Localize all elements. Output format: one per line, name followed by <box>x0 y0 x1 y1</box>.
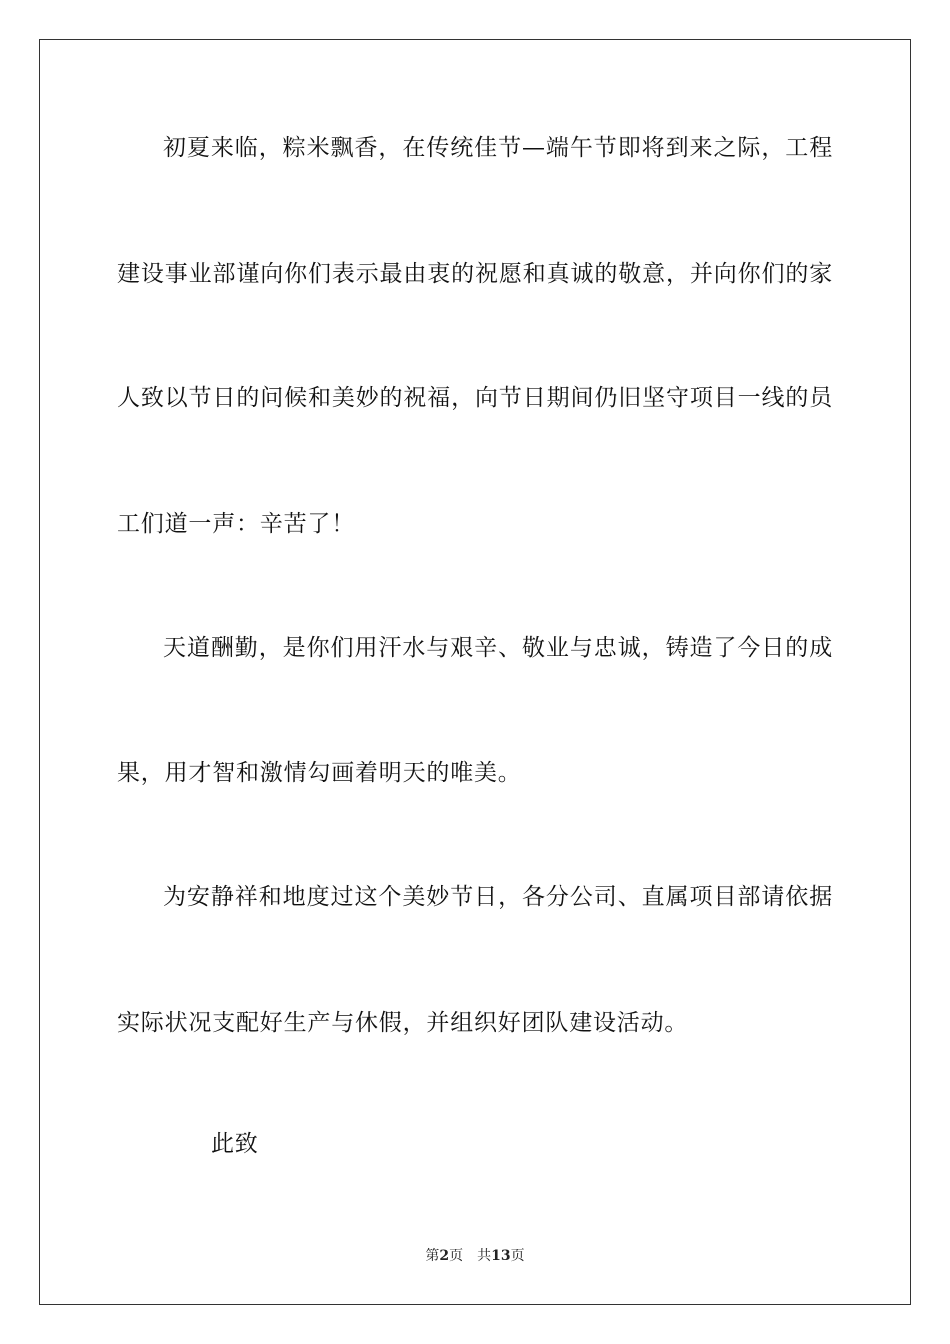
total-prefix: 共 <box>477 1248 492 1264</box>
page-border <box>39 39 911 1305</box>
paragraph-1-line-3: 人致以节日的问候和美妙的祝福，向节日期间仍旧坚守项目一线的员 <box>117 385 833 411</box>
paragraph-3-line-1: 为安静祥和地度过这个美妙节日，各分公司、直属项目部请依据 <box>163 884 833 910</box>
page-suffix: 页 <box>449 1248 464 1264</box>
paragraph-2-line-2: 果，用才智和激情勾画着明天的唯美。 <box>117 760 522 786</box>
paragraph-2-line-1: 天道酬勤，是你们用汗水与艰辛、敬业与忠诚，铸造了今日的成 <box>163 635 833 661</box>
closing-salutation: 此致 <box>211 1131 259 1157</box>
page-prefix: 第 <box>425 1248 440 1264</box>
paragraph-1-line-4: 工们道一声：辛苦了！ <box>117 511 355 537</box>
paragraph-1-line-2: 建设事业部谨向你们表示最由衷的祝愿和真诚的敬意，并向你们的家 <box>117 261 833 287</box>
page-number: 2 <box>439 1248 450 1264</box>
paragraph-1-line-1: 初夏来临，粽米飘香，在传统佳节—端午节即将到来之际，工程 <box>163 135 833 161</box>
paragraph-3-line-2: 实际状况支配好生产与休假，并组织好团队建设活动。 <box>117 1010 689 1036</box>
total-pages: 13 <box>491 1248 511 1264</box>
total-suffix: 页 <box>510 1248 525 1264</box>
page-footer <box>0 1246 950 1266</box>
